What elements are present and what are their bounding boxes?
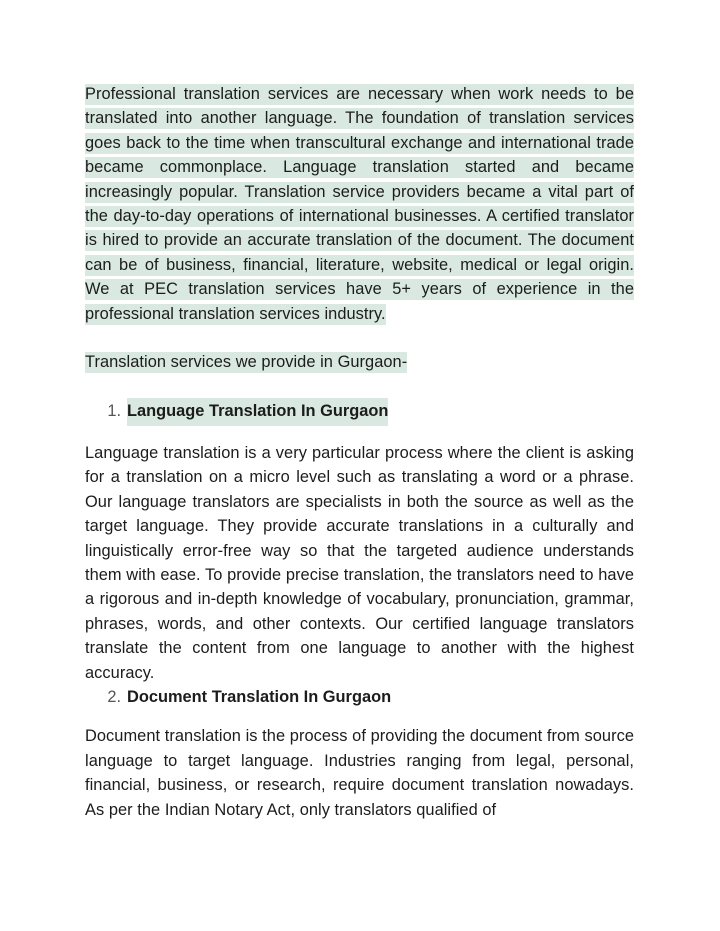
document-translation-paragraph: Document translation is the process of providing the document from source language to target language. Industries ranging from legal, personal, financial, business, or research, require document translation nowadays. As per the Indian Notary Act, only translators qualified of [85, 727, 634, 819]
list-item-language-translation [85, 398, 634, 425]
list-number: 1. [107, 402, 121, 421]
intro-paragraph [85, 82, 634, 326]
services-subheading [85, 350, 634, 374]
section-heading-language-translation: Language Translation In Gurgaon [127, 398, 388, 425]
services-subheading-text: Translation services we provide in Gurgaon- [85, 353, 408, 372]
intro-paragraph-text: Professional translation services are necessary when work needs to be translated into another language. The foundation of translation services goes back to the time when transcultural exchange and international trade became commonplace. Language translation started and became increasingly popular. Translation service providers became a vital part of the day-to-day operations of international businesses. A certified translator is hired to provide an accurate translation of the document. The document can be of business, financial, literature, website, medical or legal origin. We at PEC translation services have 5+ years of experience in the professional translation services industry. [85, 85, 634, 323]
list-item-document-translation [85, 685, 634, 709]
document-page [85, 82, 634, 822]
section-heading-document-translation: Document Translation In Gurgaon [127, 687, 392, 706]
list-number: 2. [107, 687, 121, 706]
language-translation-paragraph: Language translation is a very particular process where the client is asking for a translation on a micro level such as translating a word or a phrase. Our language translators are specialists in both the source as well as the target language. They provide accurate translations in a culturally and linguistically error-free way so that the targeted audience understands them with ease. To provide precise translation, the translators need to have a rigorous and in-depth knowledge of vocabulary, pronunciation, grammar, phrases, words, and other contexts. Our certified language translators translate the content from one language to another with the highest accuracy. [85, 443, 634, 682]
